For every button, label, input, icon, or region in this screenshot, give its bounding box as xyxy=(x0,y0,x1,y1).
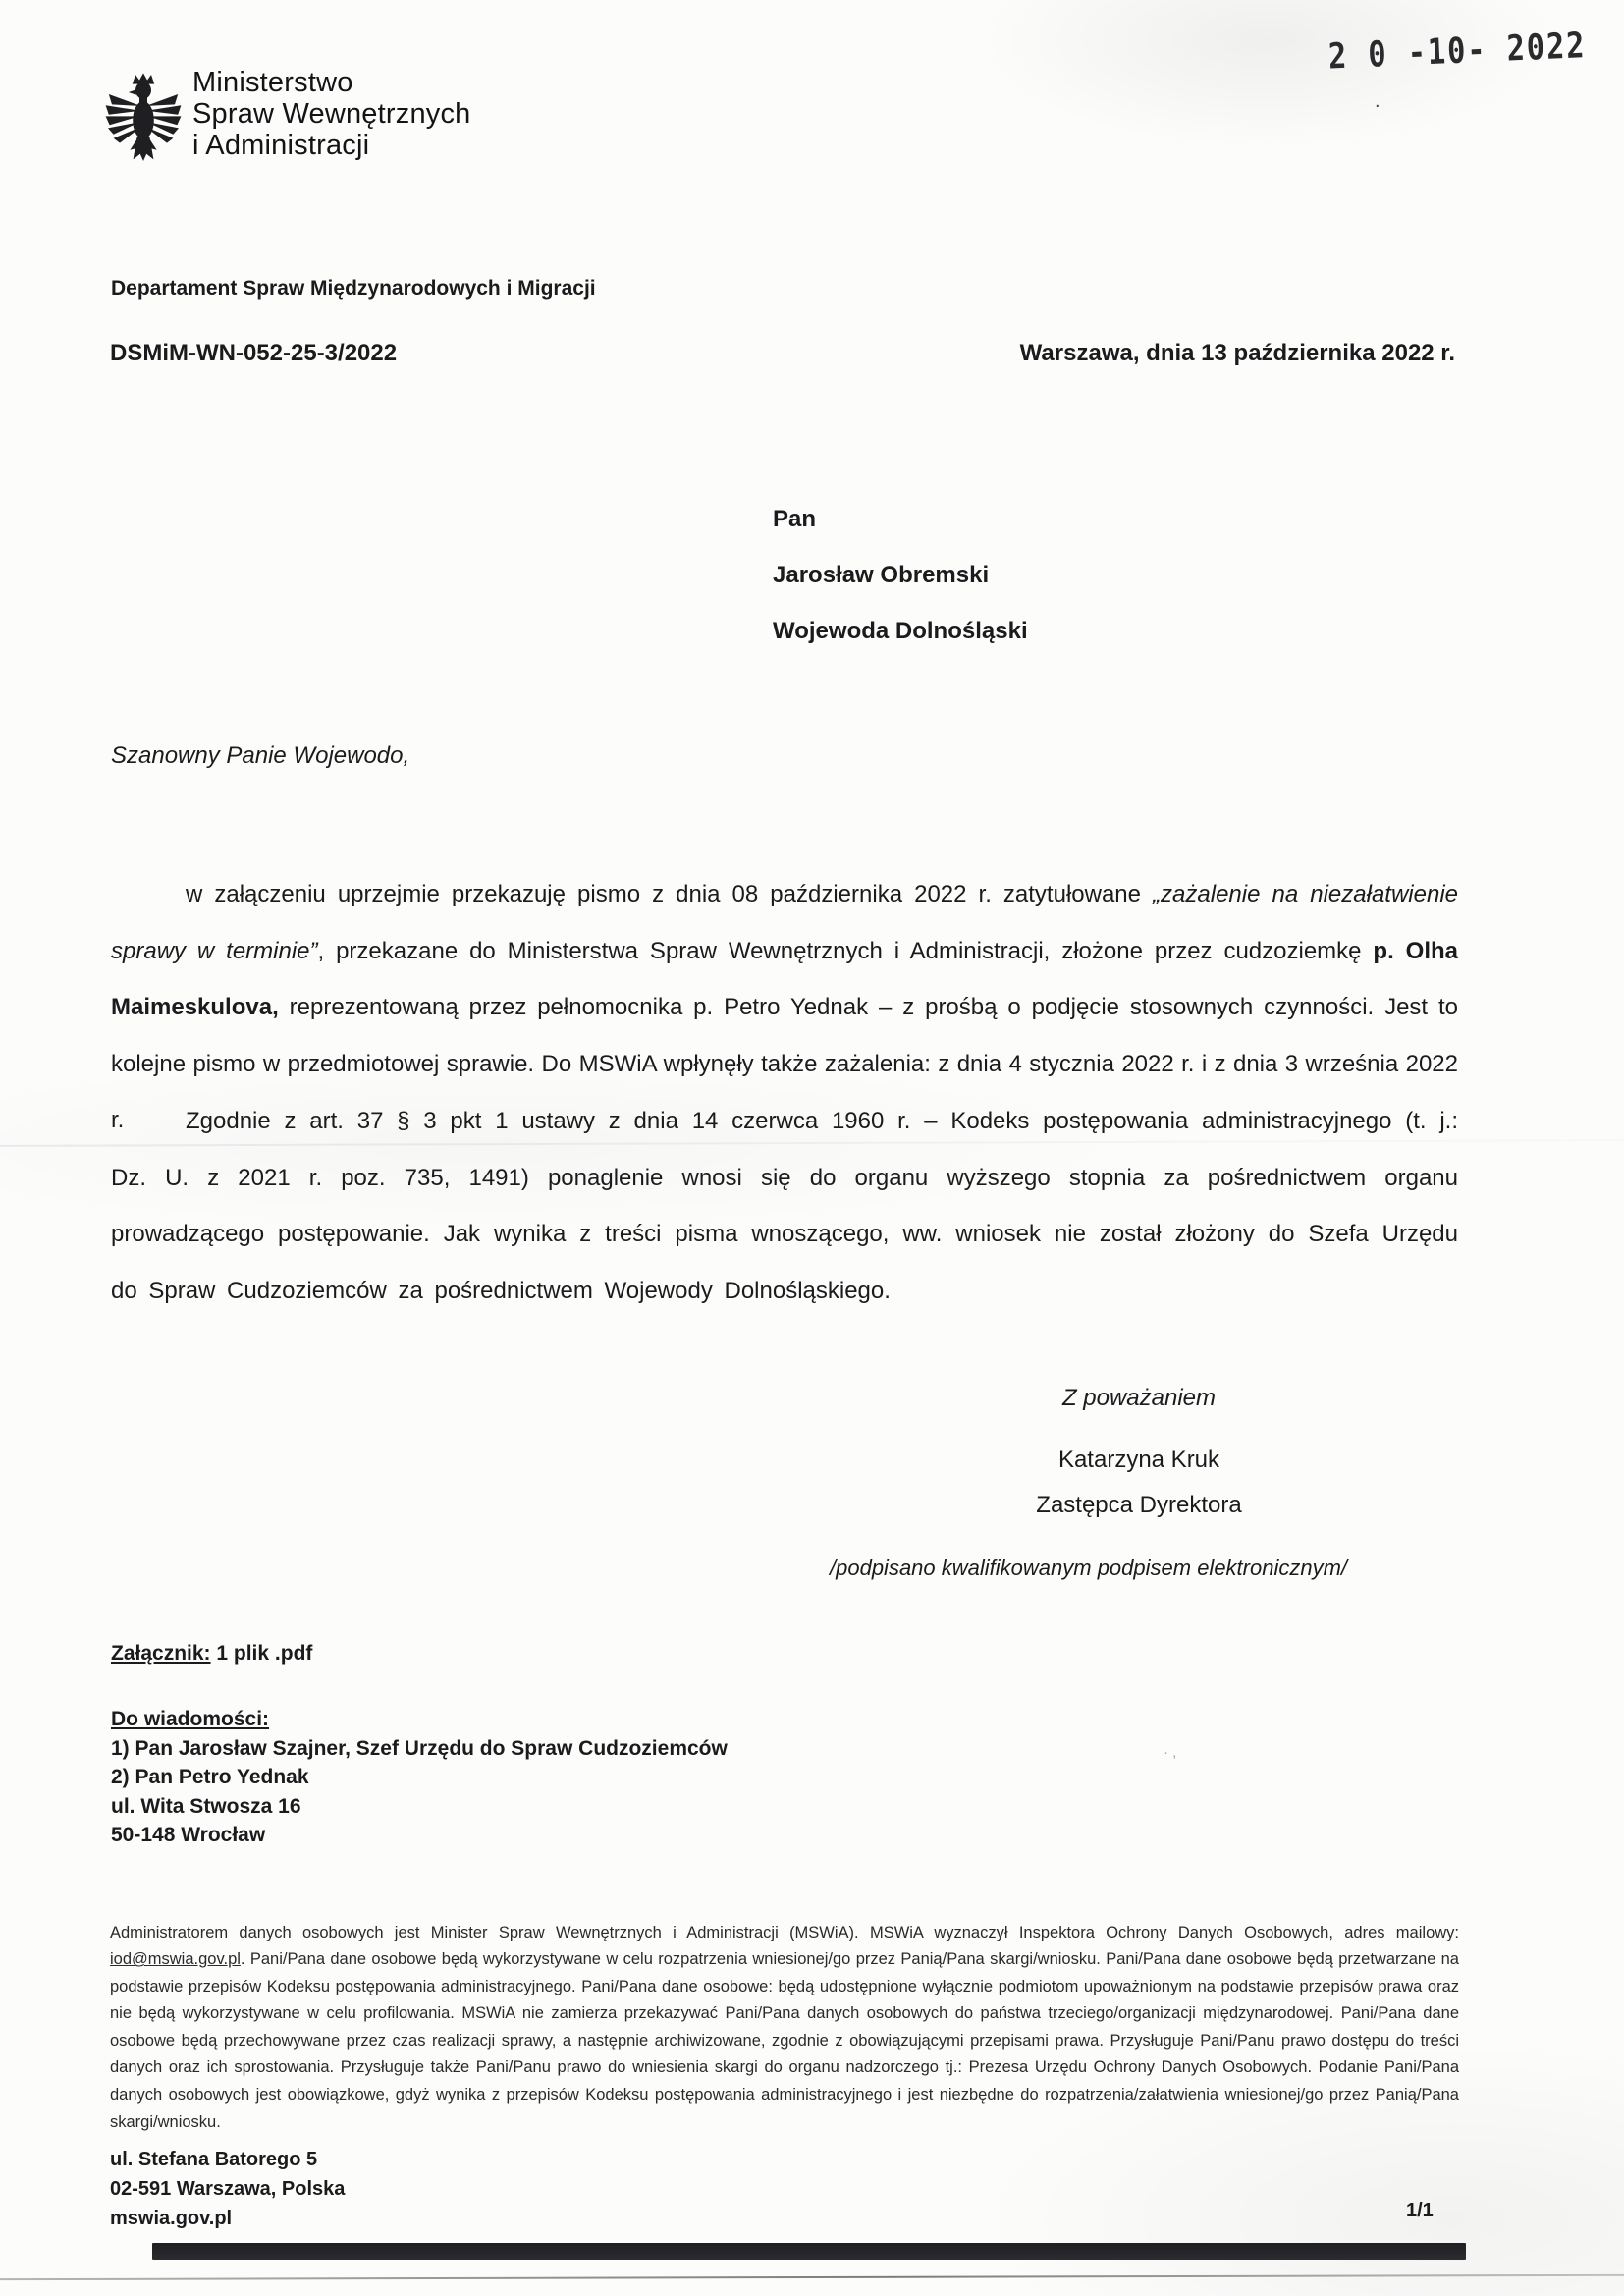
p1-text-2: , przekazane do Ministerstwa Spraw Wewnętrznych i Administracji, złożone przez cudzoziemkę xyxy=(317,937,1374,964)
body-paragraph-2: Zgodnie z art. 37 § 3 pkt 1 ustawy z dnia 14 czerwca 1960 r. – Kodeks postępowania administracyjnego (t. j.: Dz. U. z 2021 r. poz. 735, 1491) ponaglenie wnosi się do organu wyższego stopnia za pośrednictwem organu prowadzącego postępowanie. Jak wynika z treści pisma wnoszącego, ww. wniosek nie został złożony do Szefa Urzędu do Spraw Cudzoziemców za pośrednictwem Wojewody Dolnośląskiego. xyxy=(111,1108,1458,1304)
cc-line-3: ul. Wita Stwosza 16 xyxy=(111,1794,301,1818)
footer-address-line-1: ul. Stefana Batorego 5 xyxy=(110,2149,318,2170)
footer-address xyxy=(110,2145,345,2233)
ministry-name xyxy=(192,67,471,161)
recipient-block xyxy=(773,491,1028,659)
p1-text-1: w załączeniu uprzejmie przekazuję pismo z dnia 08 października 2022 r. zatytułowane xyxy=(186,881,1154,907)
signer-name: Katarzyna Kruk xyxy=(1057,1447,1220,1473)
cc-block xyxy=(111,1705,728,1850)
privacy-text-1: Administratorem danych osobowych jest Minister Spraw Wewnętrznych i Administracji (MSWiA). MSWiA wyznaczył Inspektora Ochrony Danych Osobowych, adres mailowy: xyxy=(110,1923,1459,1941)
dpo-email: iod@mswia.gov.pl xyxy=(110,1950,241,1969)
reference-number: DSMiM-WN-052-25-3/2022 xyxy=(110,340,398,366)
signer-title: Zastępca Dyrektora xyxy=(1036,1492,1242,1518)
attachment-value: 1 plik .pdf xyxy=(210,1642,313,1665)
ministry-name-line-3: i Administracji xyxy=(192,130,370,161)
privacy-text-2: . Pani/Pana dane osobowe będą wykorzystywane w celu rozpatrzenia wniesionej/go przez Panią/Pana skargi/wniosku. Pani/Pana dane osobowe będą przetwarzane na podstawie przepisów Kodeksu postępowania administracyjnego. Pani/Pana dane osobowe: będą udostępnione wyłącznie podmiotom upoważnionym na podstawie przepisów prawa oraz nie będą wykorzystywane w celu profilowania. MSWiA nie zamierza przekazywać Pani/Pana danych osobowych do państwa trzeciego/organizacji międzynarodowej. Pani/Pana dane osobowe będą przechowywane przez czas realizacji sprawy, a następnie archiwizowane, zgodnie z obowiązującymi przepisami prawa. Przysługuje Pani/Panu prawo dostępu do treści danych oraz ich sprostowania. Przysługuje także Pani/Panu prawo do wniesienia skargi do organu nadzorczego tj.: Prezesa Urzędu Ochrony Danych Osobowych. Podanie Pani/Pana danych osobowych jest obowiązkowe, gdyż wynika z przepisów Kodeksu postępowania administracyjnego i jest niezbędne do rozpatrzenia/załatwienia wniesionej/go przez Panią/Pana skargi/wniosku. xyxy=(110,1950,1459,2131)
stamp-dot-artifact: . xyxy=(1375,90,1380,112)
place-and-date: Warszawa, dnia 13 października 2022 r. xyxy=(1019,340,1455,366)
recipient-name: Jarosław Obremski xyxy=(773,562,990,588)
cc-line-2: 2) Pan Petro Yednak xyxy=(111,1766,309,1788)
footer-address-line-2: 02-591 Warszawa, Polska xyxy=(110,2178,346,2200)
scan-black-bar xyxy=(152,2243,1466,2260)
attachment-label: Załącznik: xyxy=(111,1642,211,1665)
department-name: Departament Spraw Międzynarodowych i Migracji xyxy=(111,277,596,300)
ministry-name-line-1: Ministerstwo xyxy=(192,67,353,98)
attachment-line xyxy=(111,1642,312,1666)
privacy-notice xyxy=(110,1920,1459,2137)
scan-speck: · , xyxy=(1164,1744,1177,1761)
cc-line-4: 50-148 Wrocław xyxy=(111,1824,266,1846)
signature-block xyxy=(913,1383,1365,1528)
recipient-title: Wojewoda Dolnośląski xyxy=(773,618,1028,644)
valediction: Z poważaniem xyxy=(1061,1385,1217,1411)
cc-heading: Do wiadomości: xyxy=(111,1708,270,1730)
salutation: Szanowny Panie Wojewodo, xyxy=(111,742,410,769)
received-date-stamp: 2 0 -10- 2022 xyxy=(1327,24,1588,78)
page-number: 1/1 xyxy=(1406,2200,1434,2221)
scan-bottom-edge-line xyxy=(0,2274,1624,2280)
electronic-signature-note: /podpisano kwalifikowanym podpisem elektronicznym/ xyxy=(830,1556,1348,1580)
polish-eagle-emblem-icon xyxy=(104,69,183,167)
cc-line-1: 1) Pan Jarosław Szajner, Szef Urzędu do Spraw Cudzoziemców xyxy=(111,1736,728,1760)
ministry-name-line-2: Spraw Wewnętrznych xyxy=(192,98,471,130)
recipient-honorific: Pan xyxy=(773,506,817,532)
p1-text-3: reprezentowaną przez pełnomocnika p. Petro Yednak – z prośbą o podjęcie stosownych czynności. Jest to kolejne pismo w przedmiotowej sprawie. Do MSWiA wpłynęły także zażalenia: z dnia 4 stycznia 2022 r. i z dnia 3 września 2022 r. xyxy=(111,994,1458,1133)
p1-applicant-name: p. Olha Maimeskulova, xyxy=(111,937,1458,1020)
footer-website: mswia.gov.pl xyxy=(110,2208,233,2229)
p1-quoted-title: „zażalenie na niezałatwienie sprawy w terminie” xyxy=(111,881,1459,964)
